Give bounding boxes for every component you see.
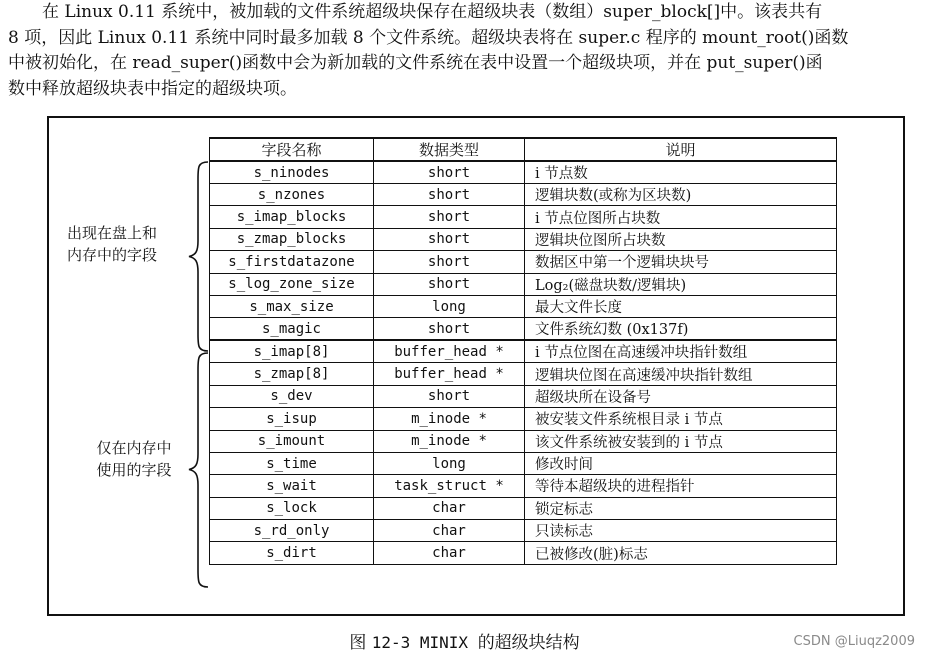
table-row (210, 251, 837, 273)
cell-description: Log₂(磁盘块数/逻辑块) (525, 273, 837, 295)
cell-data-type: m_inode * (374, 430, 525, 452)
cell-field-name: s_magic (210, 318, 374, 341)
table-row (210, 408, 837, 430)
cell-description: 已被修改(脏)标志 (525, 542, 837, 564)
watermark: CSDN @Liuqz2009 (793, 634, 915, 649)
cell-description: 文件系统幻数 (0x137f) (525, 318, 837, 341)
cell-data-type: long (374, 295, 525, 317)
table-row (210, 184, 837, 206)
cell-data-type: m_inode * (374, 408, 525, 430)
table-row (210, 542, 837, 564)
cell-data-type: char (374, 520, 525, 542)
table-row (210, 206, 837, 228)
table-row (210, 475, 837, 497)
group-label-line: 仅在内存中 (96, 439, 172, 457)
cell-field-name: s_nzones (210, 184, 374, 206)
group-label-disk-and-memory (62, 222, 162, 266)
table-row (210, 161, 837, 184)
intro-line-2: 8 项，因此 Linux 0.11 系统中同时最多加载 8 个文件系统。超级块表将在 super.c 程序的 mount_root()函数 (8, 27, 849, 48)
cell-data-type: task_struct * (374, 475, 525, 497)
caption-prefix: 图 (349, 633, 372, 653)
cell-data-type: buffer_head * (374, 363, 525, 385)
cell-field-name: s_imap_blocks (210, 206, 374, 228)
table-row (210, 385, 837, 407)
cell-description: 逻辑块位图在高速缓冲块指针数组 (525, 363, 837, 385)
group-label-line: 内存中的字段 (66, 246, 157, 264)
left-brace-icon (186, 161, 212, 352)
cell-data-type: short (374, 318, 525, 341)
cell-data-type: short (374, 161, 525, 184)
cell-description: 该文件系统被安装到的 i 节点 (525, 430, 837, 452)
caption-text: 的超级块结构 (477, 633, 580, 653)
table-row (210, 273, 837, 295)
intro-line-1: 在 Linux 0.11 系统中，被加载的文件系统超级块保存在超级块表（数组）super_block[]中。该表共有 (42, 2, 823, 22)
caption-number: 12-3 MINIX (371, 633, 478, 652)
cell-field-name: s_isup (210, 408, 374, 430)
intro-paragraph (8, 0, 920, 102)
table-row (210, 340, 837, 363)
cell-field-name: s_dev (210, 385, 374, 407)
cell-field-name: s_rd_only (210, 520, 374, 542)
cell-data-type: char (374, 497, 525, 519)
cell-data-type: long (374, 452, 525, 474)
left-brace-icon (186, 352, 212, 588)
cell-description: 修改时间 (525, 452, 837, 474)
cell-data-type: char (374, 542, 525, 564)
table-row (210, 520, 837, 542)
header-description: 说明 (525, 138, 837, 161)
intro-line-3: 中被初始化，在 read_super()函数中会为新加载的文件系统在表中设置一个超级块项，并在 put_super()函 (8, 53, 823, 73)
cell-data-type: short (374, 273, 525, 295)
group-label-memory-only (84, 437, 184, 481)
cell-description: 逻辑块位图所占块数 (525, 228, 837, 250)
header-field-name: 字段名称 (210, 138, 374, 161)
cell-field-name: s_firstdatazone (210, 251, 374, 273)
table-row (210, 363, 837, 385)
cell-field-name: s_zmap_blocks (210, 228, 374, 250)
table-row (210, 318, 837, 341)
cell-description: 等待本超级块的进程指针 (525, 475, 837, 497)
cell-data-type: short (374, 251, 525, 273)
cell-description: 超级块所在设备号 (525, 385, 837, 407)
table-header-row (210, 138, 837, 161)
cell-description: i 节点位图所占块数 (525, 206, 837, 228)
cell-field-name: s_wait (210, 475, 374, 497)
table-row (210, 452, 837, 474)
cell-description: i 节点数 (525, 161, 837, 184)
cell-description: 数据区中第一个逻辑块块号 (525, 251, 837, 273)
cell-data-type: short (374, 206, 525, 228)
cell-description: 只读标志 (525, 520, 837, 542)
cell-data-type: short (374, 385, 525, 407)
header-data-type: 数据类型 (374, 138, 525, 161)
cell-data-type: short (374, 228, 525, 250)
cell-data-type: short (374, 184, 525, 206)
cell-field-name: s_lock (210, 497, 374, 519)
cell-field-name: s_ninodes (210, 161, 374, 184)
cell-field-name: s_imap[8] (210, 340, 374, 363)
cell-field-name: s_log_zone_size (210, 273, 374, 295)
cell-field-name: s_dirt (210, 542, 374, 564)
table-row (210, 228, 837, 250)
cell-description: 最大文件长度 (525, 295, 837, 317)
group-label-line: 使用的字段 (96, 461, 172, 479)
intro-line-4: 数中释放超级块表中指定的超级块项。 (8, 78, 297, 99)
table-row (210, 430, 837, 452)
cell-field-name: s_zmap[8] (210, 363, 374, 385)
cell-description: 被安装文件系统根目录 i 节点 (525, 408, 837, 430)
super-block-table (209, 137, 837, 565)
cell-field-name: s_max_size (210, 295, 374, 317)
cell-field-name: s_imount (210, 430, 374, 452)
table-row (210, 497, 837, 519)
cell-description: 逻辑块数(或称为区块数) (525, 184, 837, 206)
cell-description: 锁定标志 (525, 497, 837, 519)
figure-caption (0, 628, 929, 653)
cell-description: i 节点位图在高速缓冲块指针数组 (525, 340, 837, 363)
cell-data-type: buffer_head * (374, 340, 525, 363)
group-label-line: 出现在盘上和 (66, 224, 157, 242)
cell-field-name: s_time (210, 452, 374, 474)
table-row (210, 295, 837, 317)
